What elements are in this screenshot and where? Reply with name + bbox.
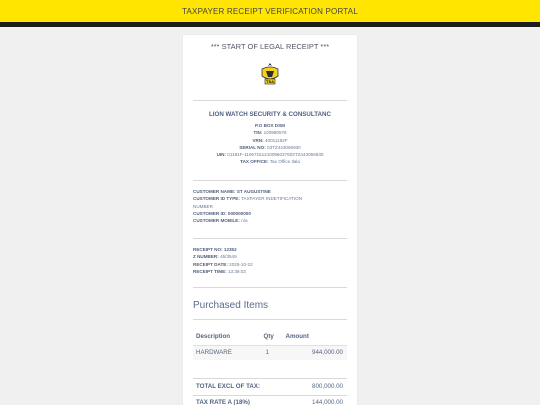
total-excl-row bbox=[193, 383, 347, 390]
customer-details bbox=[193, 188, 343, 224]
tax-rate-label: TAX RATE A (18%) bbox=[196, 399, 250, 405]
tin-value: 100980576 bbox=[263, 130, 287, 136]
customer-name-value: ST AUGUSTINE bbox=[236, 189, 271, 194]
z-number-value: 45/3549 bbox=[220, 254, 237, 260]
item-amount: 944,000.00 bbox=[284, 345, 347, 360]
divider bbox=[193, 287, 347, 288]
uin-label: UIN: bbox=[216, 152, 227, 158]
customer-id-label: CUSTOMER ID: bbox=[193, 210, 227, 216]
customer-id-type-value: TAXPAYER INDETIFICATION bbox=[241, 196, 303, 202]
item-description: HARDWARE bbox=[193, 345, 264, 360]
portal-title: TAXPAYER RECEIPT VERIFICATION PORTAL bbox=[182, 6, 358, 16]
portal-header-bar bbox=[0, 0, 540, 22]
customer-mobile-value: n/a bbox=[241, 218, 248, 224]
tax-office-label: TAX OFFICE: bbox=[240, 159, 269, 165]
serial-value: 03TZ443066930 bbox=[267, 144, 301, 150]
receipt-card bbox=[183, 35, 357, 405]
divider bbox=[193, 238, 347, 239]
company-details bbox=[183, 122, 357, 166]
item-qty: 1 bbox=[264, 345, 284, 360]
uin-value: 01181F-11067151210096037603TZ443066930 bbox=[227, 152, 324, 158]
tax-rate-value: 144,000.00 bbox=[312, 399, 343, 405]
divider bbox=[193, 100, 347, 101]
tax-rate-row bbox=[193, 399, 347, 405]
divider bbox=[193, 395, 347, 396]
customer-id-value: 000000000 bbox=[227, 210, 251, 216]
col-description: Description bbox=[193, 329, 264, 345]
tin-label: TIN: bbox=[253, 130, 263, 136]
z-number-label: Z NUMBER: bbox=[193, 254, 219, 260]
table-row bbox=[193, 345, 347, 360]
col-amount: Amount bbox=[284, 329, 347, 345]
total-excl-value: 800,000.00 bbox=[312, 383, 343, 390]
serial-label: SERIAL NO: bbox=[239, 144, 266, 150]
items-header-row bbox=[193, 329, 347, 345]
customer-name-label: CUSTOMER NAME: bbox=[193, 189, 236, 194]
receipt-time-value: 13:39:03 bbox=[227, 268, 246, 274]
receipt-no-value: 12352 bbox=[223, 247, 237, 252]
divider bbox=[193, 378, 347, 379]
customer-mobile-label: CUSTOMER MOBILE: bbox=[193, 218, 240, 224]
tra-seal-icon bbox=[257, 61, 283, 87]
receipt-date-value: 2025-10-22 bbox=[229, 261, 253, 267]
seal-text: TRA bbox=[266, 80, 274, 85]
vrn-value: 40011182F bbox=[264, 137, 288, 143]
customer-id-type-value-cont: NUMBER bbox=[193, 203, 213, 209]
tax-office-value: Tax Office Ilala bbox=[269, 159, 300, 165]
receipt-meta bbox=[193, 246, 343, 275]
vrn-label: VRN: bbox=[252, 137, 264, 143]
receipt-date-label: RECEIPT DATE: bbox=[193, 261, 228, 267]
divider bbox=[193, 180, 347, 181]
company-name: LION WATCH SECURITY & CONSULTANC bbox=[209, 111, 331, 118]
items-table bbox=[193, 329, 347, 360]
receipt-time-label: RECEIPT TIME: bbox=[193, 268, 227, 274]
header-divider bbox=[0, 22, 540, 27]
col-qty: Qty bbox=[264, 329, 284, 345]
receipt-start-label: *** START OF LEGAL RECEIPT *** bbox=[210, 42, 330, 51]
receipt-no-label: RECEIPT NO: bbox=[193, 247, 223, 252]
address: P.O BOX DSM bbox=[254, 123, 286, 128]
total-excl-label: TOTAL EXCL OF TAX: bbox=[196, 383, 261, 390]
customer-id-type-label: CUSTOMER ID TYPE: bbox=[193, 196, 240, 202]
purchased-items-title: Purchased Items bbox=[193, 300, 269, 311]
divider bbox=[193, 319, 347, 320]
